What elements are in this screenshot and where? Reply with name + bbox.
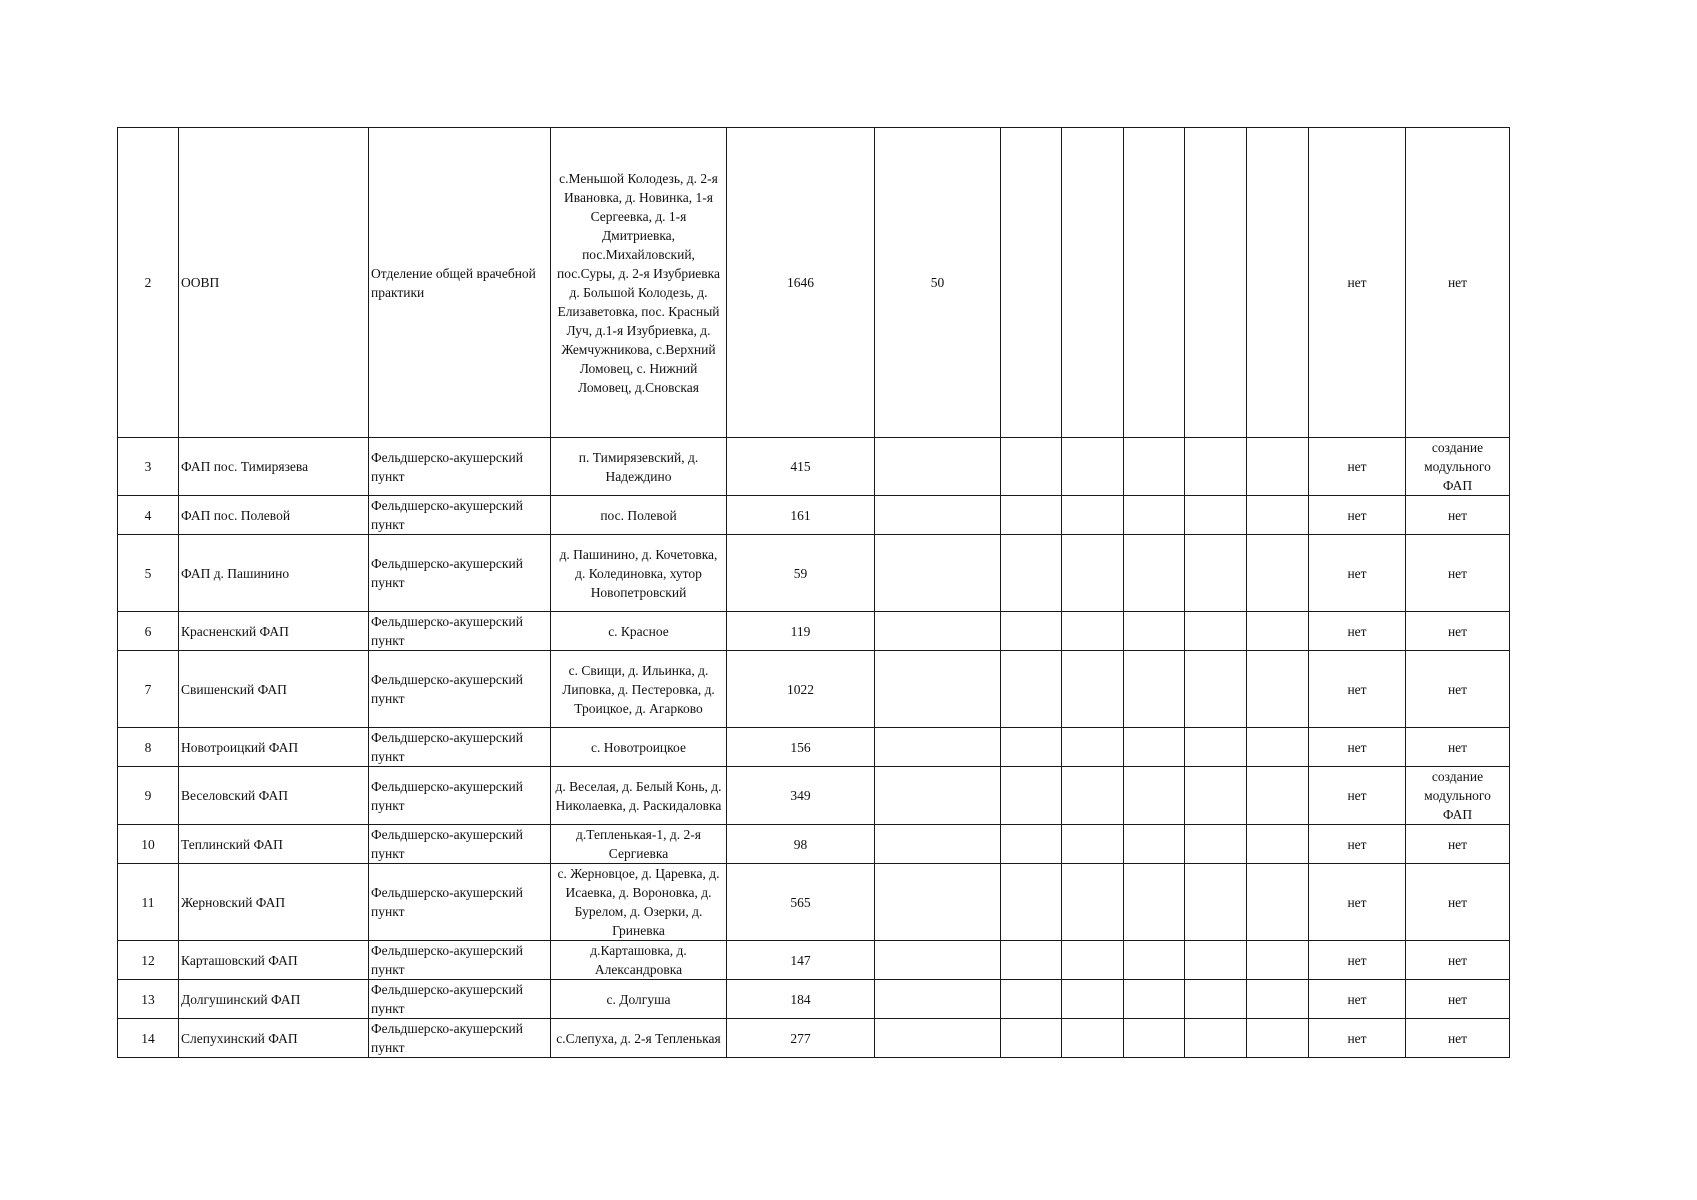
empty-cell <box>1185 612 1247 651</box>
table-row <box>118 535 1510 612</box>
facilities-table <box>117 127 1510 1058</box>
empty-cell <box>1185 496 1247 535</box>
empty-cell <box>1062 864 1124 941</box>
empty-cell <box>1247 941 1309 980</box>
empty-cell <box>1001 1019 1062 1058</box>
planned-action: нет <box>1406 728 1510 767</box>
planned-action: нет <box>1406 128 1510 438</box>
empty-cell <box>1124 651 1185 728</box>
population-count: 184 <box>727 980 875 1019</box>
population-count: 161 <box>727 496 875 535</box>
facility-name: Жерновский ФАП <box>179 864 369 941</box>
facility-name: Слепухинский ФАП <box>179 1019 369 1058</box>
facility-name: Новотроицкий ФАП <box>179 728 369 767</box>
table-row <box>118 438 1510 496</box>
population-count: 415 <box>727 438 875 496</box>
extra-value <box>875 728 1001 767</box>
empty-cell <box>1247 651 1309 728</box>
empty-cell <box>1062 728 1124 767</box>
empty-cell <box>1124 825 1185 864</box>
population-count: 147 <box>727 941 875 980</box>
extra-value <box>875 651 1001 728</box>
facility-name: ФАП д. Пашинино <box>179 535 369 612</box>
empty-cell <box>1062 825 1124 864</box>
empty-cell <box>1124 864 1185 941</box>
empty-cell <box>1185 941 1247 980</box>
facility-name: Красненский ФАП <box>179 612 369 651</box>
served-localities: с. Красное <box>551 612 727 651</box>
facility-name: Свишенский ФАП <box>179 651 369 728</box>
empty-cell <box>1247 535 1309 612</box>
empty-cell <box>1001 941 1062 980</box>
empty-cell <box>1062 980 1124 1019</box>
empty-cell <box>1185 980 1247 1019</box>
facility-type: Фельдшерско-акушерский пункт <box>369 438 551 496</box>
planned-action: нет <box>1406 1019 1510 1058</box>
facility-type: Фельдшерско-акушерский пункт <box>369 496 551 535</box>
row-number: 4 <box>118 496 179 535</box>
empty-cell <box>1062 1019 1124 1058</box>
served-localities: д.Карташовка, д. Александровка <box>551 941 727 980</box>
row-number: 7 <box>118 651 179 728</box>
empty-cell <box>1247 128 1309 438</box>
table-row <box>118 728 1510 767</box>
facility-name: Теплинский ФАП <box>179 825 369 864</box>
extra-value: 50 <box>875 128 1001 438</box>
status-flag: нет <box>1309 128 1406 438</box>
status-flag: нет <box>1309 980 1406 1019</box>
empty-cell <box>1124 1019 1185 1058</box>
planned-action: нет <box>1406 612 1510 651</box>
planned-action: нет <box>1406 941 1510 980</box>
row-number: 5 <box>118 535 179 612</box>
empty-cell <box>1247 612 1309 651</box>
empty-cell <box>1185 728 1247 767</box>
empty-cell <box>1001 438 1062 496</box>
empty-cell <box>1124 612 1185 651</box>
status-flag: нет <box>1309 728 1406 767</box>
empty-cell <box>1124 941 1185 980</box>
planned-action: нет <box>1406 496 1510 535</box>
status-flag: нет <box>1309 825 1406 864</box>
facility-type: Фельдшерско-акушерский пункт <box>369 767 551 825</box>
planned-action: нет <box>1406 651 1510 728</box>
facility-type: Отделение общей врачебной практики <box>369 128 551 438</box>
status-flag: нет <box>1309 612 1406 651</box>
extra-value <box>875 1019 1001 1058</box>
empty-cell <box>1124 496 1185 535</box>
extra-value <box>875 767 1001 825</box>
facility-type: Фельдшерско-акушерский пункт <box>369 864 551 941</box>
population-count: 349 <box>727 767 875 825</box>
empty-cell <box>1062 438 1124 496</box>
empty-cell <box>1062 128 1124 438</box>
empty-cell <box>1124 980 1185 1019</box>
empty-cell <box>1062 535 1124 612</box>
planned-action: нет <box>1406 980 1510 1019</box>
served-localities: с.Меньшой Колодезь, д. 2-я Ивановка, д. Новинка, 1-я Сергеевка, д. 1-я Дмитриевка, пос.Михайловский, пос.Суры, д. 2-я Изубриевка д. Большой Колодезь, д. Елизаветовка, пос. Красный Луч, д.1-я Изубриевка, д. Жемчужникова, с.Верхний Ломовец, с. Нижний Ломовец, д.Сновская <box>551 128 727 438</box>
empty-cell <box>1247 438 1309 496</box>
table-row <box>118 864 1510 941</box>
table-row <box>118 651 1510 728</box>
empty-cell <box>1247 864 1309 941</box>
served-localities: д. Пашинино, д. Кочетовка, д. Колединовка, хутор Новопетровский <box>551 535 727 612</box>
facility-type: Фельдшерско-акушерский пункт <box>369 535 551 612</box>
facility-type: Фельдшерско-акушерский пункт <box>369 651 551 728</box>
empty-cell <box>1001 728 1062 767</box>
served-localities: пос. Полевой <box>551 496 727 535</box>
population-count: 1646 <box>727 128 875 438</box>
served-localities: с. Новотроицкое <box>551 728 727 767</box>
row-number: 8 <box>118 728 179 767</box>
empty-cell <box>1185 767 1247 825</box>
empty-cell <box>1247 980 1309 1019</box>
served-localities: п. Тимирязевский, д. Надеждино <box>551 438 727 496</box>
facility-name: ООВП <box>179 128 369 438</box>
row-number: 6 <box>118 612 179 651</box>
facility-type: Фельдшерско-акушерский пункт <box>369 941 551 980</box>
empty-cell <box>1185 651 1247 728</box>
row-number: 14 <box>118 1019 179 1058</box>
empty-cell <box>1247 1019 1309 1058</box>
status-flag: нет <box>1309 864 1406 941</box>
empty-cell <box>1185 438 1247 496</box>
planned-action: создание модульного ФАП <box>1406 767 1510 825</box>
table-row <box>118 825 1510 864</box>
facility-type: Фельдшерско-акушерский пункт <box>369 728 551 767</box>
extra-value <box>875 496 1001 535</box>
empty-cell <box>1001 128 1062 438</box>
planned-action: нет <box>1406 535 1510 612</box>
served-localities: д.Тепленькая-1, д. 2-я Сергиевка <box>551 825 727 864</box>
empty-cell <box>1001 825 1062 864</box>
empty-cell <box>1247 767 1309 825</box>
population-count: 156 <box>727 728 875 767</box>
empty-cell <box>1247 496 1309 535</box>
empty-cell <box>1062 941 1124 980</box>
empty-cell <box>1185 128 1247 438</box>
row-number: 3 <box>118 438 179 496</box>
extra-value <box>875 941 1001 980</box>
status-flag: нет <box>1309 1019 1406 1058</box>
empty-cell <box>1124 128 1185 438</box>
population-count: 565 <box>727 864 875 941</box>
population-count: 1022 <box>727 651 875 728</box>
extra-value <box>875 864 1001 941</box>
status-flag: нет <box>1309 651 1406 728</box>
empty-cell <box>1185 1019 1247 1058</box>
empty-cell <box>1001 651 1062 728</box>
empty-cell <box>1124 535 1185 612</box>
empty-cell <box>1247 728 1309 767</box>
status-flag: нет <box>1309 535 1406 612</box>
empty-cell <box>1001 496 1062 535</box>
population-count: 277 <box>727 1019 875 1058</box>
empty-cell <box>1001 612 1062 651</box>
row-number: 10 <box>118 825 179 864</box>
empty-cell <box>1062 612 1124 651</box>
row-number: 9 <box>118 767 179 825</box>
served-localities: с. Долгуша <box>551 980 727 1019</box>
facility-type: Фельдшерско-акушерский пункт <box>369 1019 551 1058</box>
planned-action: нет <box>1406 864 1510 941</box>
empty-cell <box>1001 767 1062 825</box>
facility-type: Фельдшерско-акушерский пункт <box>369 612 551 651</box>
status-flag: нет <box>1309 767 1406 825</box>
empty-cell <box>1124 728 1185 767</box>
facility-type: Фельдшерско-акушерский пункт <box>369 980 551 1019</box>
extra-value <box>875 535 1001 612</box>
empty-cell <box>1185 864 1247 941</box>
extra-value <box>875 825 1001 864</box>
table-body <box>118 128 1510 1058</box>
row-number: 11 <box>118 864 179 941</box>
facility-name: ФАП пос. Полевой <box>179 496 369 535</box>
table-row <box>118 128 1510 438</box>
table-row <box>118 612 1510 651</box>
served-localities: д. Веселая, д. Белый Конь, д. Николаевка, д. Раскидаловка <box>551 767 727 825</box>
served-localities: с.Слепуха, д. 2-я Тепленькая <box>551 1019 727 1058</box>
served-localities: с. Жерновцое, д. Царевка, д. Исаевка, д. Вороновка, д. Бурелом, д. Озерки, д. Гриневка <box>551 864 727 941</box>
planned-action: нет <box>1406 825 1510 864</box>
empty-cell <box>1247 825 1309 864</box>
table-row <box>118 980 1510 1019</box>
empty-cell <box>1062 767 1124 825</box>
row-number: 12 <box>118 941 179 980</box>
facility-name: Веселовский ФАП <box>179 767 369 825</box>
table-row <box>118 496 1510 535</box>
facility-type: Фельдшерско-акушерский пункт <box>369 825 551 864</box>
empty-cell <box>1001 980 1062 1019</box>
facility-name: ФАП пос. Тимирязева <box>179 438 369 496</box>
served-localities: с. Свищи, д. Ильинка, д. Липовка, д. Пестеровка, д. Троицкое, д. Агарково <box>551 651 727 728</box>
population-count: 98 <box>727 825 875 864</box>
empty-cell <box>1001 535 1062 612</box>
table-row <box>118 1019 1510 1058</box>
empty-cell <box>1185 535 1247 612</box>
table-row <box>118 767 1510 825</box>
status-flag: нет <box>1309 941 1406 980</box>
status-flag: нет <box>1309 438 1406 496</box>
empty-cell <box>1001 864 1062 941</box>
extra-value <box>875 980 1001 1019</box>
status-flag: нет <box>1309 496 1406 535</box>
row-number: 13 <box>118 980 179 1019</box>
empty-cell <box>1124 767 1185 825</box>
facility-name: Долгушинский ФАП <box>179 980 369 1019</box>
empty-cell <box>1185 825 1247 864</box>
empty-cell <box>1062 651 1124 728</box>
table-row <box>118 941 1510 980</box>
extra-value <box>875 612 1001 651</box>
population-count: 59 <box>727 535 875 612</box>
empty-cell <box>1062 496 1124 535</box>
row-number: 2 <box>118 128 179 438</box>
facility-name: Карташовский ФАП <box>179 941 369 980</box>
empty-cell <box>1124 438 1185 496</box>
population-count: 119 <box>727 612 875 651</box>
extra-value <box>875 438 1001 496</box>
planned-action: создание модульного ФАП <box>1406 438 1510 496</box>
